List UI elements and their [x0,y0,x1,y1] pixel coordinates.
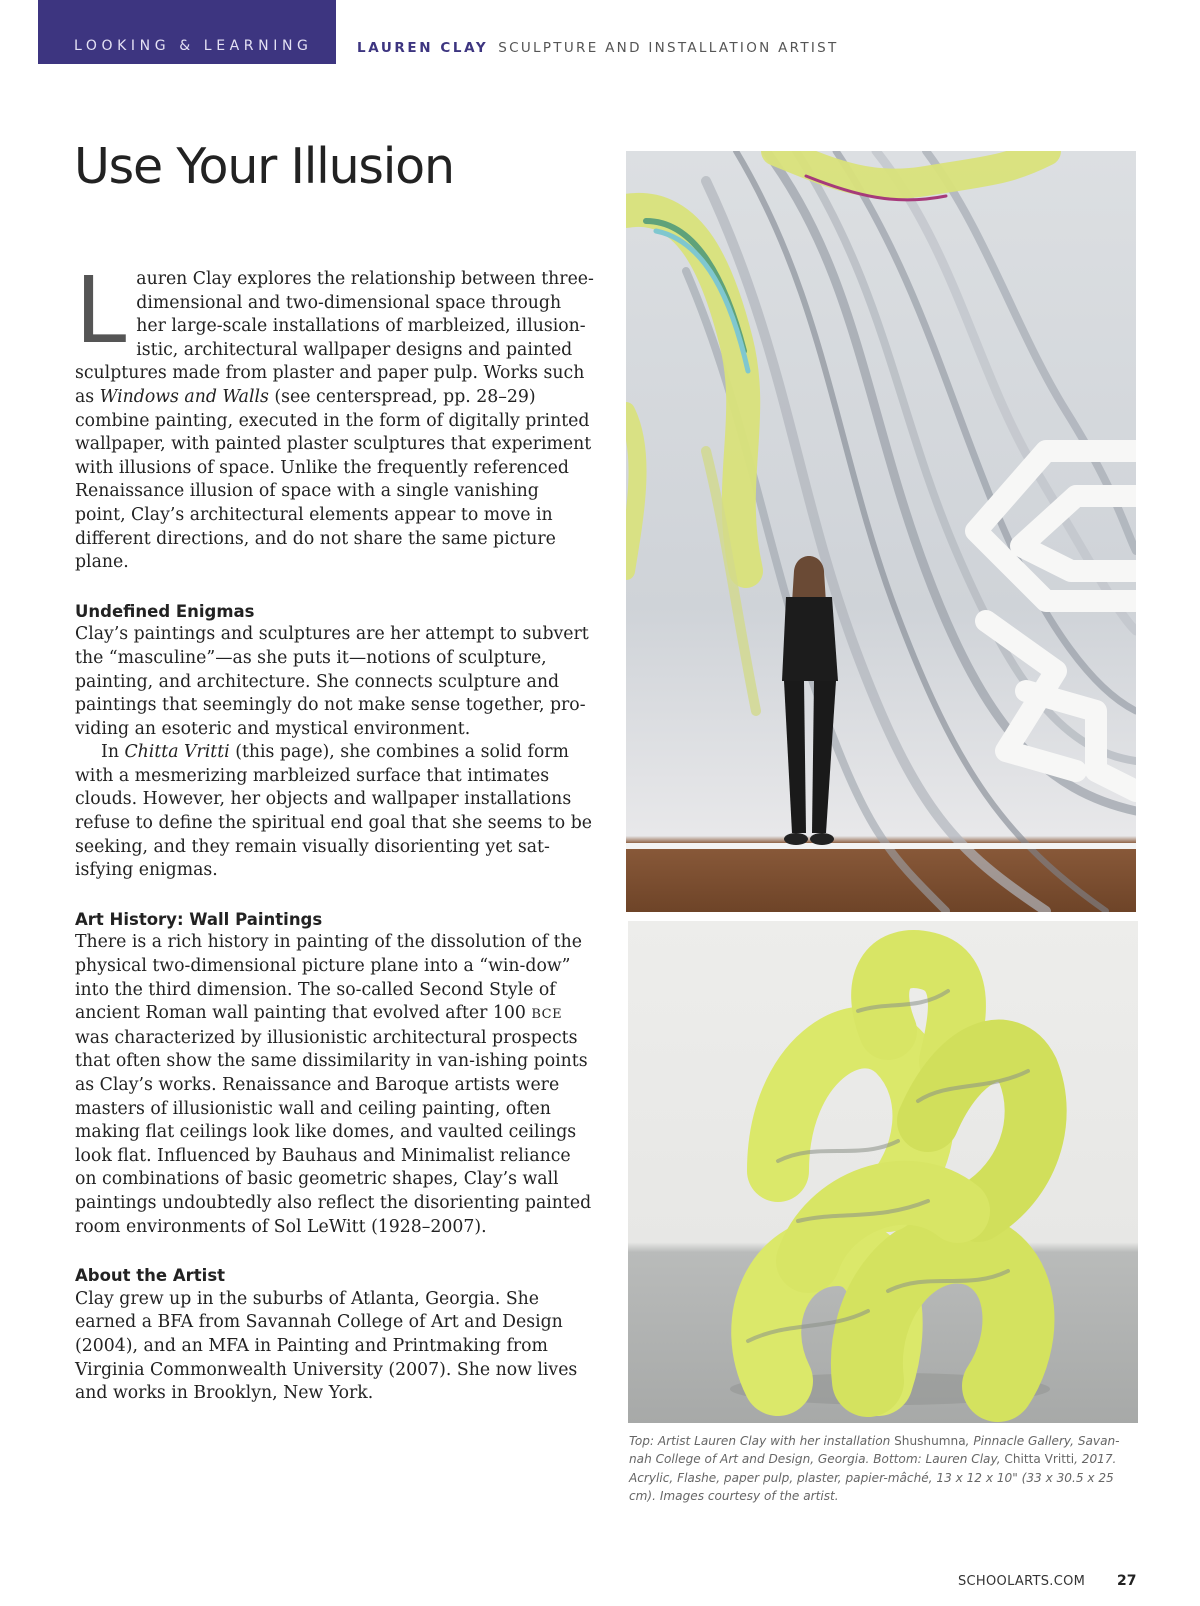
art-history-paragraph [75,931,594,1239]
intro-text-1: auren Clay explores the relationship between three-dimensional and two-dimensional space through her large-scale installations of marbleized, illusion-istic, architectural wallpaper designs and painted sculptures made from plaster and paper pulp. Works such as [75,269,594,407]
sculpture-illustration [628,921,1138,1423]
bce-label: BCE [531,1007,563,1023]
art-history-text-2: was characterized by illusionistic architectural prospects that often show the same dissimilarity in van-ishing points as Clay’s works. Renaissance and Baroque artists were masters of illusionistic wall and ceiling painting, often making flat ceilings look like domes, and vaulted ceilings look flat. Influenced by Bauhaus and Minimalist reliance on combinations of basic geometric shapes, Clay’s wall paintings undoubtedly also reflect the disorienting painted room environments of Sol LeWitt (1928–2007). [75,1027,592,1237]
art-history-text-1: There is a rich history in painting of the dissolution of the physical two-dimensional picture plane into a “win-dow” into the third dimension. The so-called Second Style of ancient Roman wall painting that evolved after 100 [75,932,582,1024]
enigmas-artwork-title: Chitta Vritti [124,742,230,763]
installation-illustration [626,151,1136,912]
artist-figure [782,556,838,845]
artist-subtitle: SCULPTURE AND INSTALLATION ARTIST [498,40,839,56]
caption-text-1: Top: Artist Lauren Clay with her installation [629,1434,895,1448]
article-body [75,257,594,1406]
drop-cap: L [75,257,127,364]
enigmas-text-1: In [101,742,125,763]
about-artist-paragraph: Clay grew up in the suburbs of Atlanta, Georgia. She earned a BFA from Savannah College of Art and Design (2004), and an MFA in Painting and Printmaking from Virginia Commonwealth University (2007). She now lives and works in Brooklyn, New York. [75,1288,578,1404]
caption-text-3: , 2017. Acrylic, Flashe, paper pulp, plaster, papier-mâché, 13 x 12 x 10" (33 x 30.5 x 25 cm). Images courtesy of the artist. [629,1452,1117,1504]
section-tab [38,0,336,64]
heading-art-history: Art History: Wall Paintings [75,909,323,929]
running-header [357,40,839,56]
artist-installation-photo [626,151,1136,912]
caption-artwork-1: Shushumna [894,1434,966,1448]
page-number: 27 [1117,1573,1137,1589]
enigmas-paragraph-2 [75,741,594,883]
intro-artwork-title: Windows and Walls [99,386,269,407]
caption-text-2: , Pinnacle Gallery, Savan-nah College of Art and Design, Georgia. Bottom: Lauren Clay, [629,1434,1120,1467]
article-title: Use Your Illusion [74,138,454,195]
enigmas-paragraph-1: Clay’s paintings and sculptures are her attempt to subvert the “masculine”—as she puts it—notions of sculpture, painting, and architecture. She connects sculpture and paintings that seemingly do not make sense together, pro-viding an esoteric and mystical environment. [75,624,589,739]
enigmas-text-2: (this page), she combines a solid form with a mesmerizing marbleized surface that intimates clouds. However, her objects and wallpaper installations refuse to define the spiritual end goal that she seems to be seeking, and they remain visually disorienting yet sat-isfying enigmas. [75,742,592,881]
intro-text-2: (see centerspread, pp. 28–29) combine painting, executed in the form of digitally printed wallpaper, with painted plaster sculptures that experiment with illusions of space. Unlike the frequently referenced Renaissance illusion of space with a single vanishing point, Clay’s architectural elements appear to move in different directions, and do not share the same picture plane. [75,386,592,573]
caption-artwork-2: Chitta Vritti [1004,1452,1075,1467]
sculpture-photo [628,921,1138,1423]
heading-about-artist: About the Artist [75,1266,226,1286]
artist-name: LAUREN CLAY [357,40,489,56]
photo-caption [629,1432,1139,1506]
section-label: LOOKING & LEARNING [74,38,313,54]
heading-undefined-enigmas: Undefined Enigmas [75,601,255,621]
footer-site: SCHOOLARTS.COM [958,1574,1086,1589]
intro-paragraph [75,257,594,575]
